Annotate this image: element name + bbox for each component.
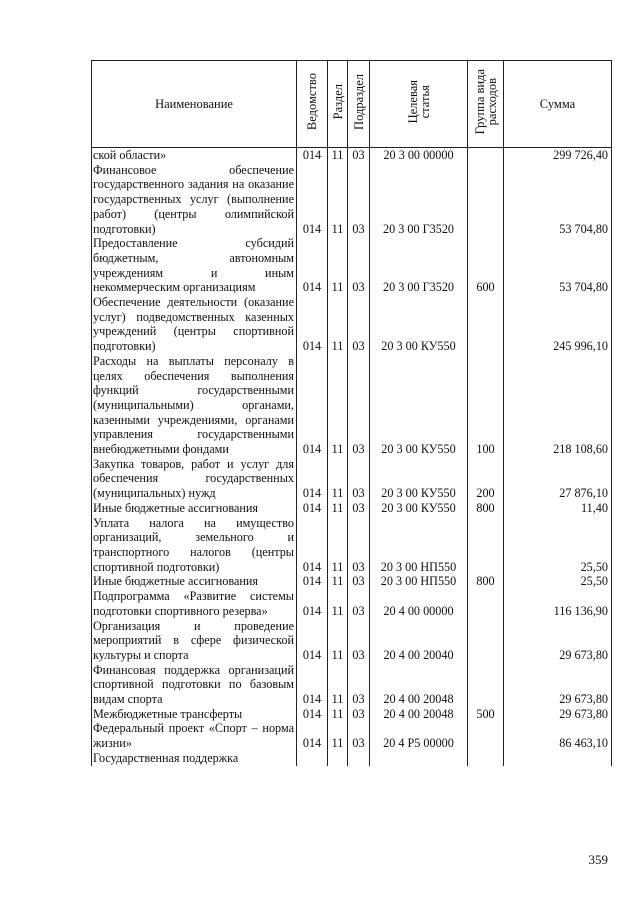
row-gruppa-cell (468, 295, 504, 354)
row-vedomstvo-cell: 014 (297, 236, 328, 295)
row-vedomstvo-cell: 014 (297, 721, 328, 750)
header-gruppa-vida-rashodov: Группа вида расходов (468, 61, 504, 148)
row-gruppa-cell: 200 (468, 457, 504, 501)
header-celevaya-statya: Целевая статья (370, 61, 468, 148)
table-body (92, 148, 612, 766)
row-gruppa-cell (468, 619, 504, 663)
row-gruppa-cell: 100 (468, 354, 504, 457)
row-celevaya-cell: 20 4 00 20040 (370, 619, 468, 663)
row-podrazdel-cell: 03 (348, 295, 370, 354)
row-name-cell: Подпрограмма «Развитие системы подготовки спортивного резерва» (92, 589, 297, 618)
header-summa: Сумма (504, 61, 612, 148)
row-podrazdel-cell: 03 (348, 354, 370, 457)
row-summa-cell: 218 108,60 (504, 354, 612, 457)
row-summa-cell: 11,40 (504, 501, 612, 516)
row-summa-cell: 86 463,10 (504, 721, 612, 750)
row-vedomstvo-cell: 014 (297, 295, 328, 354)
row-celevaya-cell: 20 3 00 НП550 (370, 574, 468, 589)
row-summa-cell: 25,50 (504, 516, 612, 575)
row-name-cell: Финансовая поддержка организаций спортивной подготовки по базовым видам спорта (92, 663, 297, 707)
header-razdel: Раздел (328, 61, 348, 148)
row-vedomstvo-cell: 014 (297, 619, 328, 663)
row-razdel-cell: 11 (328, 516, 348, 575)
row-summa-cell: 29 673,80 (504, 707, 612, 722)
row-podrazdel-cell: 03 (348, 574, 370, 589)
row-podrazdel-cell: 03 (348, 457, 370, 501)
table-header-row (92, 61, 612, 148)
row-name-cell: Уплата налога на имущество организаций, земельного и транспортного налогов (центры спортивной подготовки) (92, 516, 297, 575)
row-vedomstvo-cell: 014 (297, 516, 328, 575)
row-vedomstvo-cell: 014 (297, 707, 328, 722)
row-gruppa-cell: 800 (468, 574, 504, 589)
table-row (92, 148, 612, 163)
row-gruppa-cell (468, 721, 504, 750)
row-celevaya-cell: 20 3 00 КУ550 (370, 501, 468, 516)
header-podrazdel: Подраздел (348, 61, 370, 148)
row-vedomstvo-cell: 014 (297, 354, 328, 457)
table-row (92, 589, 612, 618)
row-summa-cell: 116 136,90 (504, 589, 612, 618)
row-summa-cell: 299 726,40 (504, 148, 612, 163)
row-podrazdel-cell (348, 751, 370, 766)
row-summa-cell: 29 673,80 (504, 663, 612, 707)
row-celevaya-cell (370, 751, 468, 766)
row-celevaya-cell: 20 3 00 00000 (370, 148, 468, 163)
header-name: Наименование (92, 61, 297, 148)
row-vedomstvo-cell: 014 (297, 163, 328, 237)
row-vedomstvo-cell (297, 751, 328, 766)
row-name-cell: ской области» (92, 148, 297, 163)
row-celevaya-cell: 20 4 P5 00000 (370, 721, 468, 750)
row-podrazdel-cell: 03 (348, 589, 370, 618)
table-row (92, 721, 612, 750)
row-gruppa-cell: 500 (468, 707, 504, 722)
row-gruppa-cell (468, 148, 504, 163)
row-celevaya-cell: 20 3 00 КУ550 (370, 457, 468, 501)
table-row (92, 516, 612, 575)
table-row (92, 163, 612, 237)
row-celevaya-cell: 20 3 00 НП550 (370, 516, 468, 575)
row-razdel-cell: 11 (328, 236, 348, 295)
row-summa-cell: 53 704,80 (504, 163, 612, 237)
row-name-cell: Государственная поддержка (92, 751, 297, 766)
row-celevaya-cell: 20 4 00 20048 (370, 707, 468, 722)
row-razdel-cell: 11 (328, 148, 348, 163)
row-celevaya-cell: 20 4 00 00000 (370, 589, 468, 618)
row-name-cell: Иные бюджетные ассигнования (92, 501, 297, 516)
row-celevaya-cell: 20 3 00 Г3520 (370, 163, 468, 237)
row-name-cell: Предоставление субсидий бюджетным, автономным учреждениям и иным некоммерческим организациям (92, 236, 297, 295)
row-celevaya-cell: 20 3 00 Г3520 (370, 236, 468, 295)
row-vedomstvo-cell: 014 (297, 589, 328, 618)
row-gruppa-cell: 600 (468, 236, 504, 295)
row-razdel-cell: 11 (328, 457, 348, 501)
row-razdel-cell (328, 751, 348, 766)
row-podrazdel-cell: 03 (348, 721, 370, 750)
table-row (92, 236, 612, 295)
row-podrazdel-cell: 03 (348, 501, 370, 516)
table-row (92, 707, 612, 722)
row-podrazdel-cell: 03 (348, 516, 370, 575)
row-podrazdel-cell: 03 (348, 619, 370, 663)
row-name-cell: Финансовое обеспечение государственного задания на оказание государственных услуг (выполнение работ) (центры олимпийской подготовки) (92, 163, 297, 237)
row-razdel-cell: 11 (328, 354, 348, 457)
row-podrazdel-cell: 03 (348, 707, 370, 722)
row-razdel-cell: 11 (328, 619, 348, 663)
row-gruppa-cell (468, 663, 504, 707)
row-razdel-cell: 11 (328, 163, 348, 237)
row-vedomstvo-cell: 014 (297, 574, 328, 589)
row-summa-cell: 27 876,10 (504, 457, 612, 501)
row-summa-cell: 25,50 (504, 574, 612, 589)
row-name-cell: Организация и проведение мероприятий в сфере физической культуры и спорта (92, 619, 297, 663)
page-number: 359 (588, 852, 608, 867)
row-celevaya-cell: 20 4 00 20048 (370, 663, 468, 707)
row-gruppa-cell (468, 589, 504, 618)
row-razdel-cell: 11 (328, 295, 348, 354)
row-razdel-cell: 11 (328, 707, 348, 722)
row-celevaya-cell: 20 3 00 КУ550 (370, 354, 468, 457)
row-vedomstvo-cell: 014 (297, 148, 328, 163)
row-name-cell: Расходы на выплаты персоналу в целях обеспечения выполнения функций государственными (муниципальными) органами, казенными учреждениями, органами управления государственными внебюджетными фондами (92, 354, 297, 457)
budget-table (91, 60, 612, 766)
table-row (92, 501, 612, 516)
row-gruppa-cell (468, 516, 504, 575)
row-vedomstvo-cell: 014 (297, 663, 328, 707)
row-gruppa-cell: 800 (468, 501, 504, 516)
row-name-cell: Обеспечение деятельности (оказание услуг) подведомственных казенных учреждений (центры спортивной подготовки) (92, 295, 297, 354)
row-razdel-cell: 11 (328, 501, 348, 516)
row-podrazdel-cell: 03 (348, 663, 370, 707)
header-vedomstvo: Ведомство (297, 61, 328, 148)
row-name-cell: Иные бюджетные ассигнования (92, 574, 297, 589)
table-row (92, 354, 612, 457)
row-name-cell: Межбюджетные трансферты (92, 707, 297, 722)
row-vedomstvo-cell: 014 (297, 457, 328, 501)
table-row (92, 663, 612, 707)
row-podrazdel-cell: 03 (348, 236, 370, 295)
table-row (92, 457, 612, 501)
row-podrazdel-cell: 03 (348, 163, 370, 237)
row-name-cell: Федеральный проект «Спорт – норма жизни» (92, 721, 297, 750)
table-row (92, 574, 612, 589)
row-summa-cell: 29 673,80 (504, 619, 612, 663)
row-vedomstvo-cell: 014 (297, 501, 328, 516)
row-celevaya-cell: 20 3 00 КУ550 (370, 295, 468, 354)
table-row (92, 295, 612, 354)
row-razdel-cell: 11 (328, 574, 348, 589)
row-summa-cell: 245 996,10 (504, 295, 612, 354)
row-razdel-cell: 11 (328, 589, 348, 618)
row-summa-cell (504, 751, 612, 766)
row-razdel-cell: 11 (328, 663, 348, 707)
table-row (92, 619, 612, 663)
row-gruppa-cell (468, 751, 504, 766)
row-name-cell: Закупка товаров, работ и услуг для обеспечения государственных (муниципальных) нужд (92, 457, 297, 501)
row-gruppa-cell (468, 163, 504, 237)
table-row (92, 751, 612, 766)
row-razdel-cell: 11 (328, 721, 348, 750)
row-summa-cell: 53 704,80 (504, 236, 612, 295)
row-podrazdel-cell: 03 (348, 148, 370, 163)
